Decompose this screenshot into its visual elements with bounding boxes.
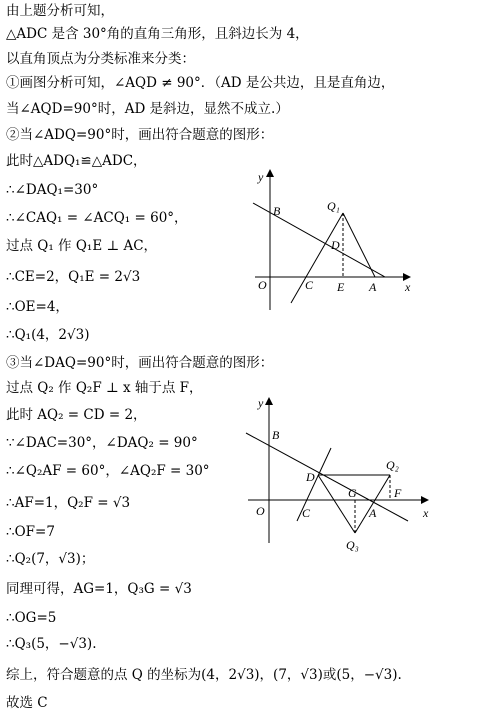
text-line: ①画图分析可知，∠AQD ≠ 90°．（AD 是公共边，且是直角边，	[6, 75, 395, 91]
text-line: △ADC 是含 30°角的直角三角形，且斜边长为 4，	[6, 26, 309, 42]
segment-dq3	[318, 475, 355, 533]
label-b: B	[273, 204, 281, 218]
text-line: 过点 Q₁ 作 Q₁E ⊥ AC，	[6, 238, 158, 254]
line-ba	[246, 433, 408, 521]
text-line: ∴OE=4，	[6, 299, 69, 315]
label-o: O	[258, 278, 267, 292]
label-o: O	[256, 504, 265, 518]
label-a: A	[369, 280, 377, 294]
text-line: ∴OG=5	[6, 610, 57, 626]
label-e: E	[337, 280, 345, 294]
label-c: C	[305, 278, 314, 292]
line-cq1	[291, 213, 343, 303]
segment-aq2	[375, 475, 390, 500]
text-line: ∴Q₃(5，−√3).	[6, 636, 97, 652]
text-line: 同理可得，AG=1，Q₃G = √3	[6, 581, 192, 597]
text-line: ③当∠DAQ=90°时，画出符合题意的图形：	[6, 355, 274, 371]
label-d: D	[331, 238, 340, 252]
text-line: ∴∠DAQ₁=30°	[6, 182, 99, 198]
text-line: ∵∠DAC=30°，∠DAQ₂ = 90°	[6, 435, 198, 451]
text-line: 此时 AQ₂ = CD = 2，	[6, 407, 147, 423]
text-line: ∴∠CAQ₁ = ∠ACQ₁ = 60°，	[6, 210, 188, 226]
label-q3: Q₃	[346, 538, 359, 552]
figure-2	[238, 393, 438, 558]
label-c: C	[302, 506, 311, 520]
text-line: ∴Q₁(4，2√3)	[6, 327, 90, 343]
label-g: G	[348, 486, 357, 500]
text-line: 此时△ADQ₁≌△ADC，	[6, 153, 147, 169]
text-line: ∴CE=2，Q₁E = 2√3	[6, 269, 141, 285]
label-q1: Q₁	[327, 199, 340, 213]
text-line: 当∠AQD=90°时，AD 是斜边，显然不成立.）	[6, 101, 289, 117]
text-line: 综上，符合题意的点 Q 的坐标为(4，2√3)，(7，√3)或(5，−√3).	[6, 667, 402, 683]
label-a: A	[369, 506, 377, 520]
text-line: ②当∠ADQ=90°时，画出符合题意的图形：	[6, 127, 274, 143]
label-y: y	[258, 396, 264, 410]
label-y: y	[258, 170, 264, 184]
figure-1	[245, 165, 420, 315]
text-line: 故选 C	[6, 695, 48, 711]
label-b: B	[272, 428, 280, 442]
text-line: ∴OF=7	[6, 524, 55, 540]
label-q2: Q₂	[386, 458, 399, 472]
text-line: ∴Q₂(7，√3)；	[6, 551, 95, 567]
text-line: ∴AF=1，Q₂F = √3	[6, 495, 131, 511]
text-line: ∴∠Q₂AF = 60°，∠AQ₂F = 30°	[6, 463, 210, 479]
text-line: 由上题分析可知，	[6, 3, 114, 19]
label-x: x	[423, 506, 429, 520]
label-d: D	[306, 470, 315, 484]
text-line: 过点 Q₂ 作 Q₂F ⊥ x 轴于点 F，	[6, 380, 203, 396]
segment-q1a	[343, 213, 375, 277]
text-line: 以直角顶点为分类标准来分类：	[6, 51, 195, 67]
label-x: x	[405, 280, 411, 294]
label-f: F	[394, 486, 402, 500]
